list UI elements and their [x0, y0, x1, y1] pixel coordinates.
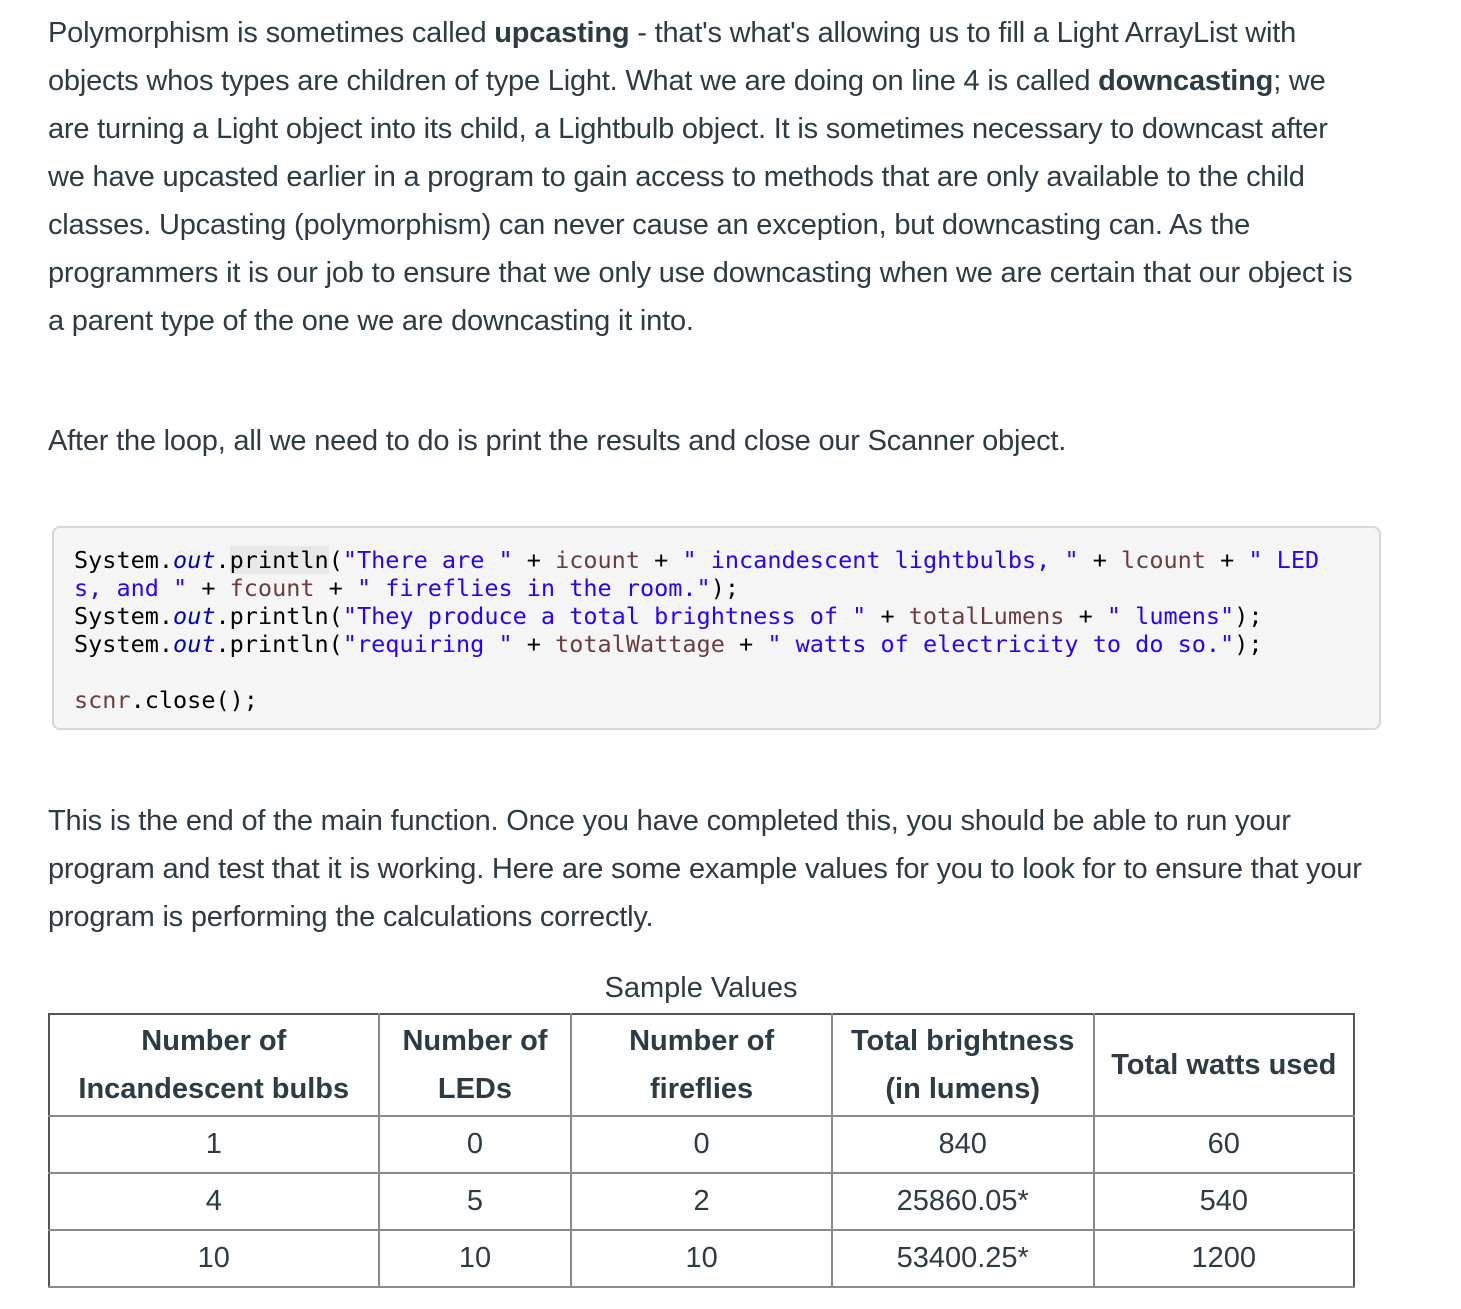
cell-fireflies: 0 — [571, 1116, 832, 1173]
code-token: " watts of electricity to do so." — [767, 630, 1235, 658]
code-token: + — [187, 574, 230, 602]
cell-watts: 1200 — [1094, 1230, 1354, 1287]
code-token: scnr — [74, 686, 131, 714]
code-token: + — [512, 546, 556, 574]
header-line: Total watts used — [1111, 1049, 1337, 1081]
code-token: .println( — [215, 602, 343, 630]
cell-brightness: 53400.25* — [832, 1230, 1094, 1287]
cell-leds: 5 — [379, 1173, 572, 1230]
code-token: lcount — [1121, 546, 1206, 574]
code-token: "There are " — [342, 546, 513, 574]
header-fireflies — [571, 1014, 832, 1116]
code-token: + — [724, 630, 768, 658]
code-listing — [74, 546, 1319, 714]
cell-fireflies: 10 — [571, 1230, 832, 1287]
code-token: + — [314, 574, 357, 602]
header-incandescent — [49, 1014, 379, 1116]
code-token: + — [1064, 602, 1107, 630]
code-token: fcount — [229, 574, 315, 602]
code-token: + — [639, 546, 683, 574]
code-token: ); — [1234, 630, 1263, 658]
cell-leds: 10 — [379, 1230, 572, 1287]
code-token: "requiring " — [342, 630, 513, 658]
term-upcasting: upcasting — [494, 17, 630, 49]
code-token: " LED — [1248, 546, 1320, 574]
paragraph-text: Polymorphism is sometimes called — [48, 17, 495, 49]
code-token: . — [215, 546, 230, 574]
code-token: out — [173, 630, 216, 658]
code-block — [52, 526, 1381, 730]
code-line — [74, 686, 1319, 714]
paragraph-text: ; we are turning a Light object into its child, a Lightbulb object. It is sometimes necessary to downcast after we have upcasted earlier in a program to gain access to methods that are only available to the child classes. Upcasting (polymorphism) can never cause an exception, but downcasting can. As the programmers it is our job to ensure that we only use downcasting when we are certain that our object is a parent type of the one we are downcasting it into. — [48, 65, 1353, 337]
paragraph-after-loop: After the loop, all we need to do is print the results and close our Scanner object. — [48, 425, 1067, 457]
header-leds — [379, 1014, 572, 1116]
header-line: Number of — [141, 1025, 287, 1057]
code-token: totalLumens — [908, 602, 1065, 630]
code-line — [74, 546, 1319, 574]
code-token: System. — [74, 546, 174, 574]
code-token: ( — [328, 546, 343, 574]
code-token: icount — [555, 546, 640, 574]
cell-watts: 540 — [1094, 1173, 1354, 1230]
code-token: " fireflies in the room." — [356, 574, 711, 602]
table-header-row — [49, 1014, 1354, 1116]
cell-leds: 0 — [379, 1116, 572, 1173]
paragraph-text: - that's what's allowing us to fill a Light ArrayList with objects whos types are children of type Light. What we are doing on line 4 is called — [48, 17, 1297, 97]
code-token: + — [1205, 546, 1249, 574]
table-caption: Sample Values — [604, 972, 798, 1004]
paragraph-polymorphism — [48, 9, 1368, 345]
code-token: .close(); — [130, 686, 258, 714]
code-token: " lumens" — [1106, 602, 1235, 630]
code-token: out — [173, 546, 216, 574]
cell-incandescent: 1 — [49, 1116, 379, 1173]
header-line: Total brightness — [851, 1025, 1075, 1057]
table-row — [49, 1116, 1354, 1173]
table-row — [49, 1230, 1354, 1287]
term-downcasting: downcasting — [1098, 65, 1274, 97]
cell-brightness: 25860.05* — [832, 1173, 1094, 1230]
header-line: Number of — [402, 1025, 548, 1057]
code-token: totalWattage — [555, 630, 725, 658]
cell-incandescent: 4 — [49, 1173, 379, 1230]
code-token: .println( — [215, 630, 343, 658]
sample-values-table — [48, 1013, 1355, 1288]
header-watts — [1094, 1014, 1354, 1116]
code-token: System. — [74, 602, 174, 630]
header-line: LEDs — [437, 1073, 513, 1105]
header-line: fireflies — [650, 1073, 754, 1105]
code-token: ); — [710, 574, 739, 602]
code-token: + — [866, 602, 909, 630]
cell-watts: 60 — [1094, 1116, 1354, 1173]
code-token: + — [1078, 546, 1122, 574]
code-line — [74, 602, 1319, 630]
header-line: Incandescent bulbs — [78, 1073, 350, 1105]
code-line — [74, 630, 1319, 658]
paragraph-end-of-main: This is the end of the main function. Once you have completed this, you should be able to run your program and test that it is working. Here are some example values for you to look for to ensure that your program is performing the calculations correctly. — [48, 805, 1362, 933]
code-token: s, and " — [74, 574, 188, 602]
code-token: " incandescent lightbulbs, " — [682, 546, 1079, 574]
code-token: println — [229, 546, 329, 574]
cell-brightness: 840 — [832, 1116, 1094, 1173]
code-token: "They produce a total brightness of " — [342, 602, 867, 630]
code-blank-line — [74, 658, 1319, 686]
table-row — [49, 1173, 1354, 1230]
header-line: Number of — [629, 1025, 775, 1057]
code-token: + — [512, 630, 556, 658]
code-token: ); — [1234, 602, 1263, 630]
code-token: out — [173, 602, 216, 630]
header-brightness — [832, 1014, 1094, 1116]
code-token: System. — [74, 630, 174, 658]
header-line: (in lumens) — [885, 1073, 1041, 1105]
cell-fireflies: 2 — [571, 1173, 832, 1230]
code-line — [74, 574, 1319, 602]
cell-incandescent: 10 — [49, 1230, 379, 1287]
